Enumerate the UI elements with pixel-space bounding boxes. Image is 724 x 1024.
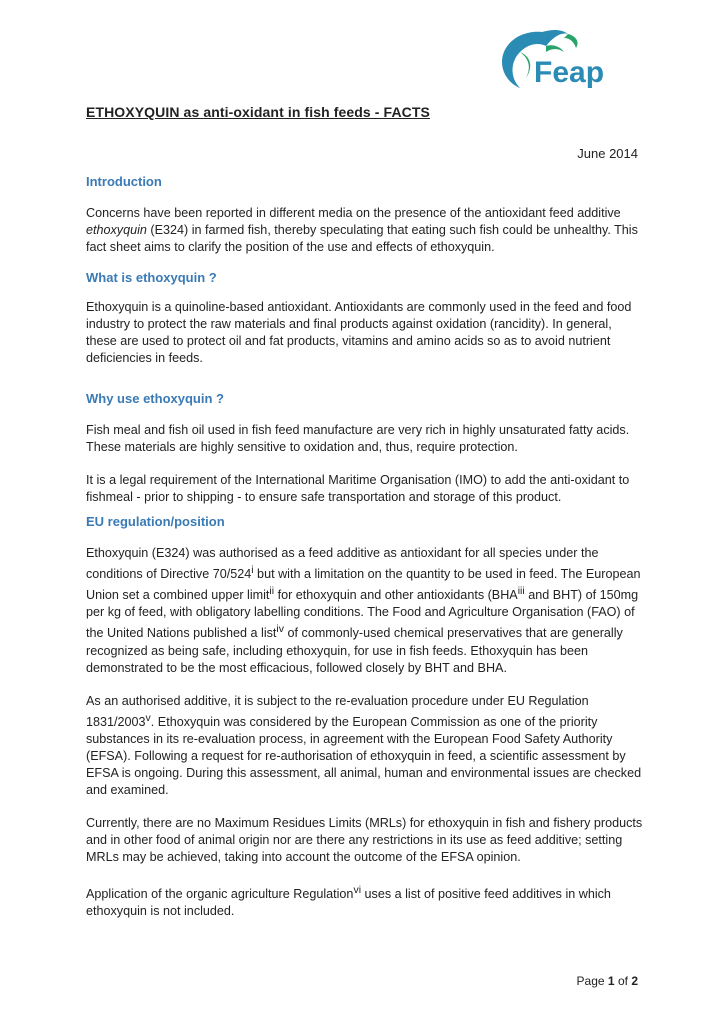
- of-word: of: [617, 974, 628, 988]
- eu-p2-text-b: . Ethoxyquin was considered by the European Commission as one of the priority substances in its re-evaluation process, in agreement with the European Food Safety Authority (EFSA). Following a request for re-authorisation of ethoxyquin in feed, a scientific assessment by EFSA is ongoing. During this assessment, all animal, human and environmental issues are checked and examined.: [86, 714, 642, 797]
- page-number: [577, 974, 638, 988]
- feap-logo: [480, 22, 630, 102]
- eu-p1-text-c: for ethoxyquin and other antioxidants (BHA: [274, 588, 518, 603]
- page-word: Page: [576, 974, 605, 988]
- eu-p4-text-b: uses a list of positive feed additives in which ethoxyquin is not included.: [86, 886, 611, 918]
- eu-p1-text-b: but with a limitation on the quantity to be used in feed. The European Union set a combined upper limit: [86, 567, 641, 603]
- why-paragraph-2: It is a legal requirement of the International Maritime Organisation (IMO) to add the anti-oxidant to fishmeal - prior to shipping - to ensure safe transportation and storage of this product.: [86, 473, 630, 504]
- total-pages: 2: [631, 974, 638, 988]
- eu-p2-text-a: As an authorised additive, it is subject to the re-evaluation procedure under EU Regulation 1831/2003: [86, 693, 589, 729]
- current-page: 1: [607, 974, 615, 988]
- eu-p1-text-e: of commonly-used chemical preservatives that are generally recognized as being safe, including ethoxyquin, for use in fish feeds. Ethoxyquin has been demonstrated to be the most efficacious, followed closely by BHT and BHA.: [86, 626, 623, 675]
- document-body: [86, 174, 646, 920]
- eu-p4-text-a: Application of the organic agriculture Regulation: [86, 886, 354, 901]
- heading-what-is: What is ethoxyquin ?: [86, 270, 217, 285]
- eu-paragraph-4: [86, 882, 646, 920]
- intro-text-a: Concerns have been reported in different media on the presence of the antioxidant feed additive: [86, 206, 621, 220]
- heading-eu-regulation: EU regulation/position: [86, 514, 225, 529]
- why-paragraph-1: Fish meal and fish oil used in fish feed manufacture are very rich in highly unsaturated fatty acids. These materials are highly sensitive to oxidation and, thus, require protection.: [86, 423, 630, 454]
- heading-why-use: Why use ethoxyquin ?: [86, 391, 224, 406]
- logo-text: Feap: [534, 56, 605, 89]
- heading-introduction: Introduction: [86, 174, 162, 189]
- eu-p1-text-a: Ethoxyquin (E324) was authorised as a feed additive as antioxidant for all species under the conditions of Directive 70/524: [86, 546, 599, 582]
- footnote-ref: ii: [269, 585, 275, 598]
- intro-paragraph: [86, 205, 646, 256]
- footnote-ref: v: [145, 711, 151, 724]
- intro-emphasis: ethoxyquin: [86, 223, 147, 237]
- eu-p1-text-d: and BHT) of 150mg per kg of feed, with obligatory labelling conditions. The Food and Agriculture Organisation (FAO) of the United Nations published a list: [86, 588, 639, 641]
- intro-text-b: (E324) in farmed fish, thereby speculating that eating such fish could be unhealthy. This fact sheet aims to clarify the position of the use and effects of ethoxyquin.: [86, 223, 638, 254]
- footnote-ref: i: [251, 564, 254, 576]
- document-date: June 2014: [577, 146, 638, 161]
- eu-paragraph-1: [86, 545, 646, 677]
- footnote-ref: vi: [353, 883, 362, 896]
- footnote-ref: iii: [517, 585, 525, 598]
- footnote-ref: iv: [276, 623, 285, 636]
- eu-paragraph-3: Currently, there are no Maximum Residues Limits (MRLs) for ethoxyquin in fish and fishery products and in other food of animal origin nor are there any restrictions in its use as feed additive; setting MRLs may be achieved, taking into account the outcome of the EFSA opinion.: [86, 815, 643, 864]
- document-title: ETHOXYQUIN as anti-oxidant in fish feeds - FACTS: [86, 104, 430, 120]
- what-paragraph: Ethoxyquin is a quinoline-based antioxidant. Antioxidants are commonly used in the feed and food industry to protect the raw materials and final products against oxidation (rancidity). In general, these are used to protect oil and fat products, vitamins and amino acids so as to avoid nutrient deficiencies in feeds.: [86, 300, 632, 365]
- eu-paragraph-2: [86, 693, 646, 799]
